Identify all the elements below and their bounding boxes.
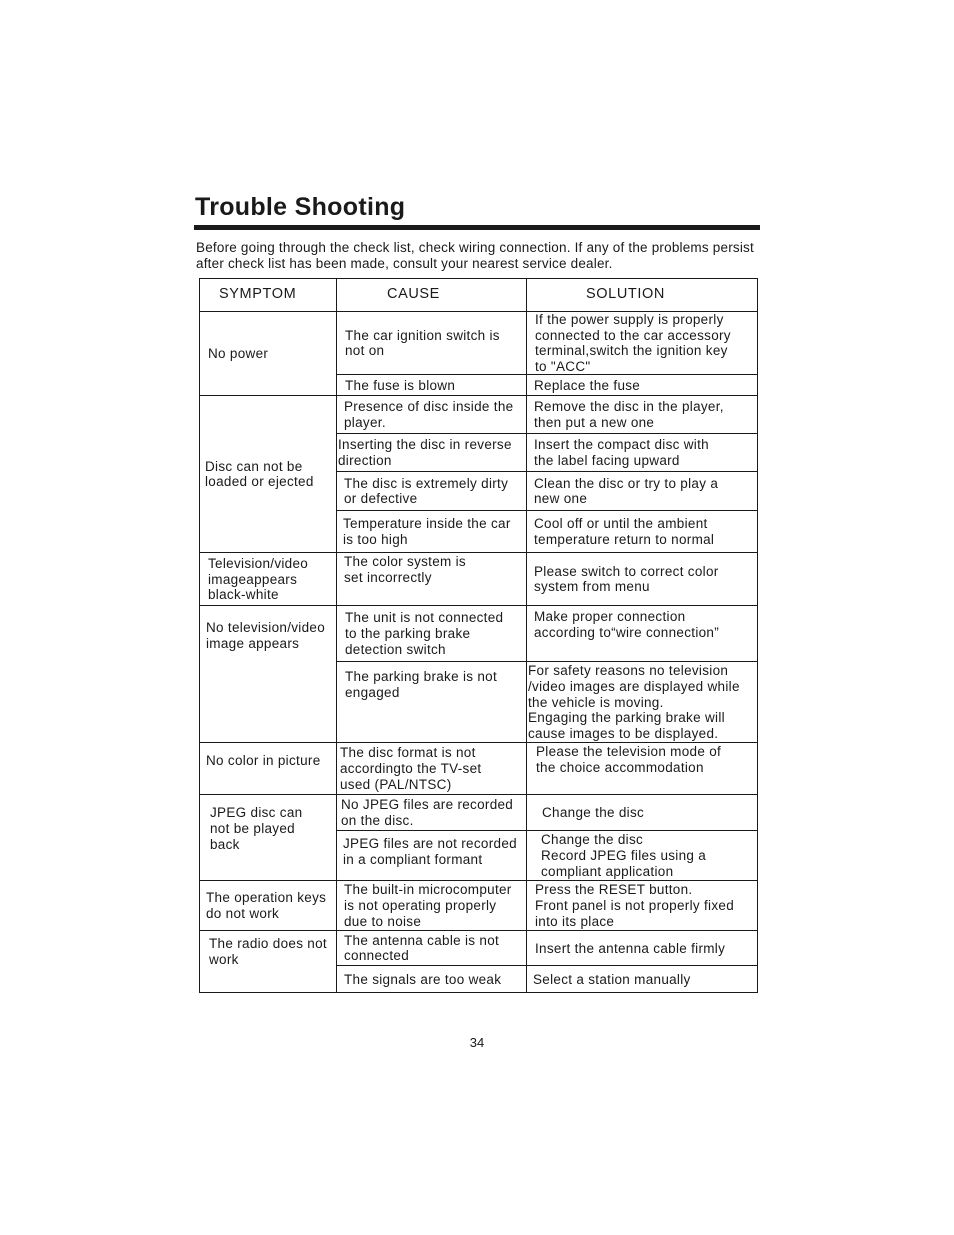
table-row <box>200 795 758 831</box>
solution-cell: For safety reasons no television /video images are displayed while the vehicle is moving. Engaging the parking brake will cause images to be displayed. <box>527 662 758 743</box>
solution-cell: Please switch to correct color system from menu <box>527 553 758 606</box>
solution-cell: Cool off or until the ambient temperature return to normal <box>527 511 758 553</box>
solution-cell: Select a station manually <box>527 966 758 993</box>
cause-cell: JPEG files are not recorded in a compliant formant <box>337 831 527 881</box>
table-row <box>200 553 758 606</box>
table-row <box>200 931 758 966</box>
solution-cell: Make proper connection according to“wire connection” <box>527 606 758 662</box>
symptom-cell: No television/video image appears <box>200 606 337 743</box>
cause-cell: No JPEG files are recorded on the disc. <box>337 795 527 831</box>
table-row <box>200 743 758 795</box>
solution-cell: Change the disc <box>527 795 758 831</box>
symptom-cell: No color in picture <box>200 743 337 795</box>
cause-cell: The antenna cable is not connected <box>337 931 527 966</box>
troubleshooting-table <box>199 278 758 993</box>
intro-paragraph: Before going through the check list, check wiring connection. If any of the problems persist after check list has been made, consult your nearest service dealer. <box>196 240 754 271</box>
table-row <box>200 312 758 375</box>
solution-cell: Change the disc Record JPEG files using a compliant application <box>527 831 758 881</box>
cause-cell: Temperature inside the car is too high <box>337 511 527 553</box>
solution-cell: Insert the antenna cable firmly <box>527 931 758 966</box>
table-row <box>200 606 758 662</box>
header-symptom: SYMPTOM <box>200 279 337 312</box>
table-row <box>200 881 758 931</box>
symptom-cell: Disc can not be loaded or ejected <box>200 396 337 553</box>
page-number: 34 <box>469 1035 485 1050</box>
symptom-cell: The operation keys do not work <box>200 881 337 931</box>
cause-cell: The disc is extremely dirty or defective <box>337 472 527 511</box>
cause-cell: The fuse is blown <box>337 375 527 396</box>
cause-cell: The signals are too weak <box>337 966 527 993</box>
symptom-cell: JPEG disc can not be played back <box>200 795 337 881</box>
cause-cell: The unit is not connected to the parking brake detection switch <box>337 606 527 662</box>
table-header-row <box>200 279 758 312</box>
cause-cell: The disc format is not accordingto the TV-set used (PAL/NTSC) <box>337 743 527 795</box>
header-cause: CAUSE <box>337 279 527 312</box>
cause-cell: The car ignition switch is not on <box>337 312 527 375</box>
cause-cell: Presence of disc inside the player. <box>337 396 527 434</box>
cause-cell: The parking brake is not engaged <box>337 662 527 743</box>
solution-cell: Please the television mode of the choice accommodation <box>527 743 758 795</box>
solution-cell: Clean the disc or try to play a new one <box>527 472 758 511</box>
title-underline <box>194 225 760 230</box>
symptom-cell: The radio does not work <box>200 931 337 993</box>
solution-cell: Insert the compact disc with the label facing upward <box>527 434 758 472</box>
table-row <box>200 396 758 434</box>
page-title: Trouble Shooting <box>195 193 406 221</box>
symptom-cell: Television/video imageappears black-white <box>200 553 337 606</box>
cause-cell: The built-in microcomputer is not operating properly due to noise <box>337 881 527 931</box>
solution-cell: Press the RESET button. Front panel is not properly fixed into its place <box>527 881 758 931</box>
symptom-cell: No power <box>200 312 337 396</box>
solution-cell: Remove the disc in the player, then put a new one <box>527 396 758 434</box>
cause-cell: Inserting the disc in reverse direction <box>337 434 527 472</box>
solution-cell: Replace the fuse <box>527 375 758 396</box>
header-solution: SOLUTION <box>527 279 758 312</box>
cause-cell: The color system is set incorrectly <box>337 553 527 606</box>
solution-cell: If the power supply is properly connected to the car accessory terminal,switch the ignition key to "ACC" <box>527 312 758 375</box>
